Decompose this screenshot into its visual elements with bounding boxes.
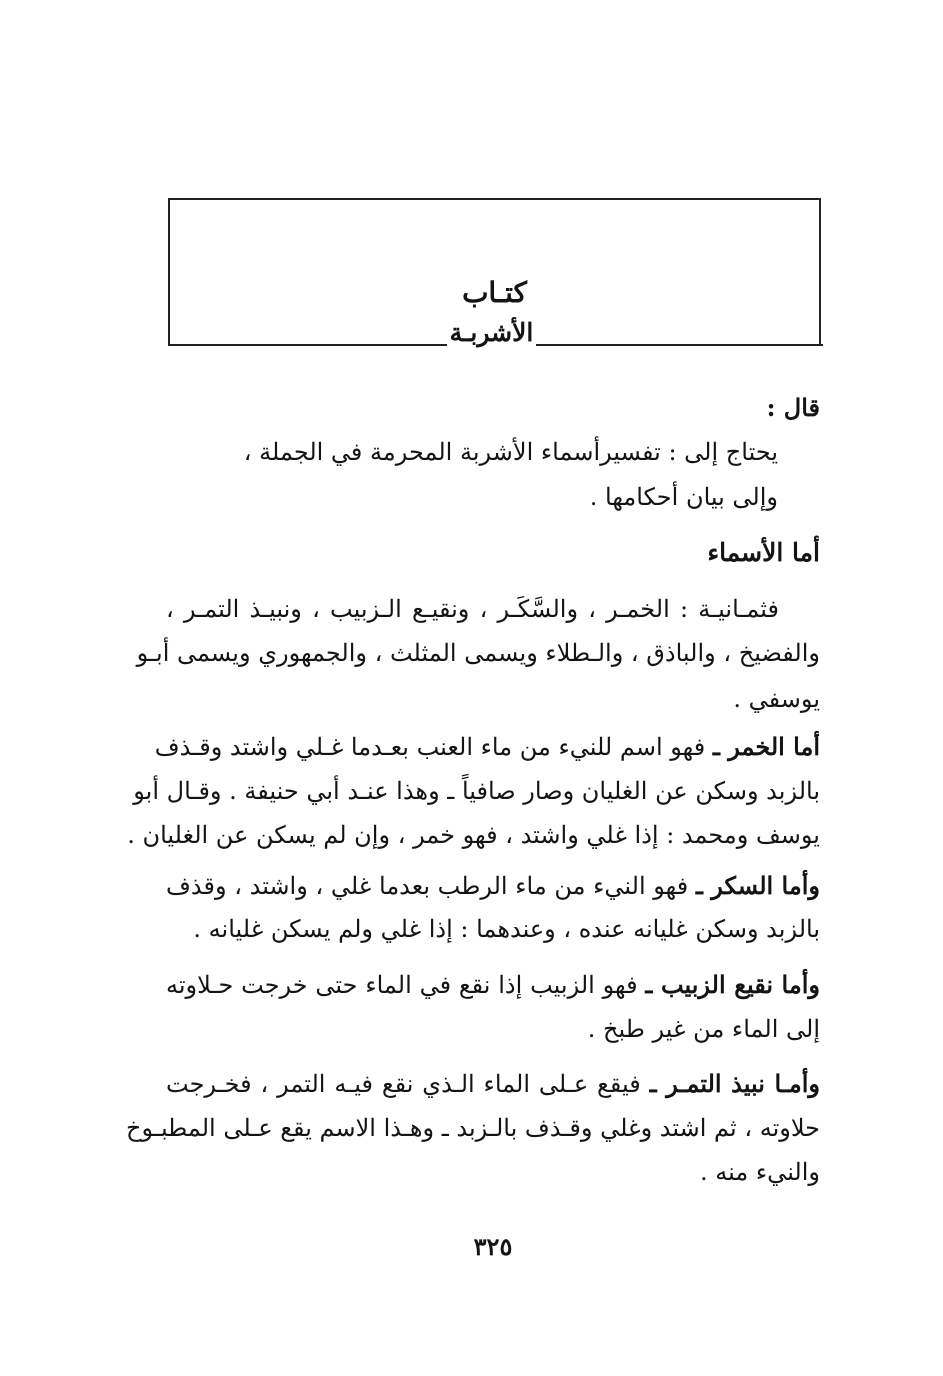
intro-line-2: وإلى بيان أحكامها . [589,483,778,511]
tamr-line-3: والنيء منه . [700,1158,820,1186]
khamr-line-1-text: فهو اسم للنيء من ماء العنب بعـدما غـلي واشتد وقـذف [154,733,706,761]
title-rule-left [168,344,447,346]
term-sakar: وأما السكر ـ [695,871,820,900]
title-rule-right [536,344,823,346]
tamr-line-1-text: فيقع عـلى الماء الـذي نقع فيـه التمر ، فخـرجت [166,1070,641,1098]
term-nabidh-tamr: وأمـا نبيذ التمـر ـ [649,1069,820,1098]
book-title-ashriba: الأشربـة [449,318,534,347]
term-naqi-zabib: وأما نقيع الزبيب ـ [645,970,820,999]
sakar-line-1 [166,870,820,902]
sakar-line-1-text: فهو النيء من ماء الرطب بعدما غلي ، واشتد ، وقذف [166,872,689,900]
zabib-line-1-text: فهو الزبيب إذا نقع في الماء حتى خرجت حـلاوته [166,971,638,999]
book-title-kitab: كتـاب [462,276,527,309]
term-khamr: أما الخمر ـ [712,732,820,761]
intro-qala: قال : [766,393,820,422]
names-line-1: فثمـانيـة : الخمـر ، والسَّكَـر ، ونقيـع الـزبيب ، ونبيـذ التمـر ، [166,595,779,623]
names-line-2: والفضيخ ، والباذق ، والـطلاء ويسمى المثلث ، والجمهوري ويسمى أبـو [136,639,820,667]
page-number: ٣٢٥ [473,1232,513,1261]
khamr-line-3: يوسف ومحمد : إذا غلي واشتد ، فهو خمر ، وإن لم يسكن عن الغليان . [127,821,820,849]
khamr-line-2: بالزبد وسكن عن الغليان وصار صافياً ـ وهذا عنـد أبي حنيفة . وقـال أبو [133,777,820,805]
names-line-3: يوسفي . [733,685,820,713]
section-heading-names: أما الأسماء [707,538,820,567]
zabib-line-2: إلى الماء من غير طبخ . [587,1015,820,1043]
sakar-line-2: بالزبد وسكن غليانه عنده ، وعندهما : إذا غلي ولم يسكن غليانه . [193,915,820,943]
zabib-line-1 [166,969,820,1001]
tamr-line-1 [166,1068,820,1100]
khamr-line-1 [154,731,820,763]
intro-line-1: يحتاج إلى : تفسيرأسماء الأشربة المحرمة في الجملة ، [243,438,778,466]
tamr-line-2: حلاوته ، ثم اشتد وغلي وقـذف بالـزبد ـ وهـذا الاسم يقع عـلى المطبـوخ [126,1114,820,1142]
